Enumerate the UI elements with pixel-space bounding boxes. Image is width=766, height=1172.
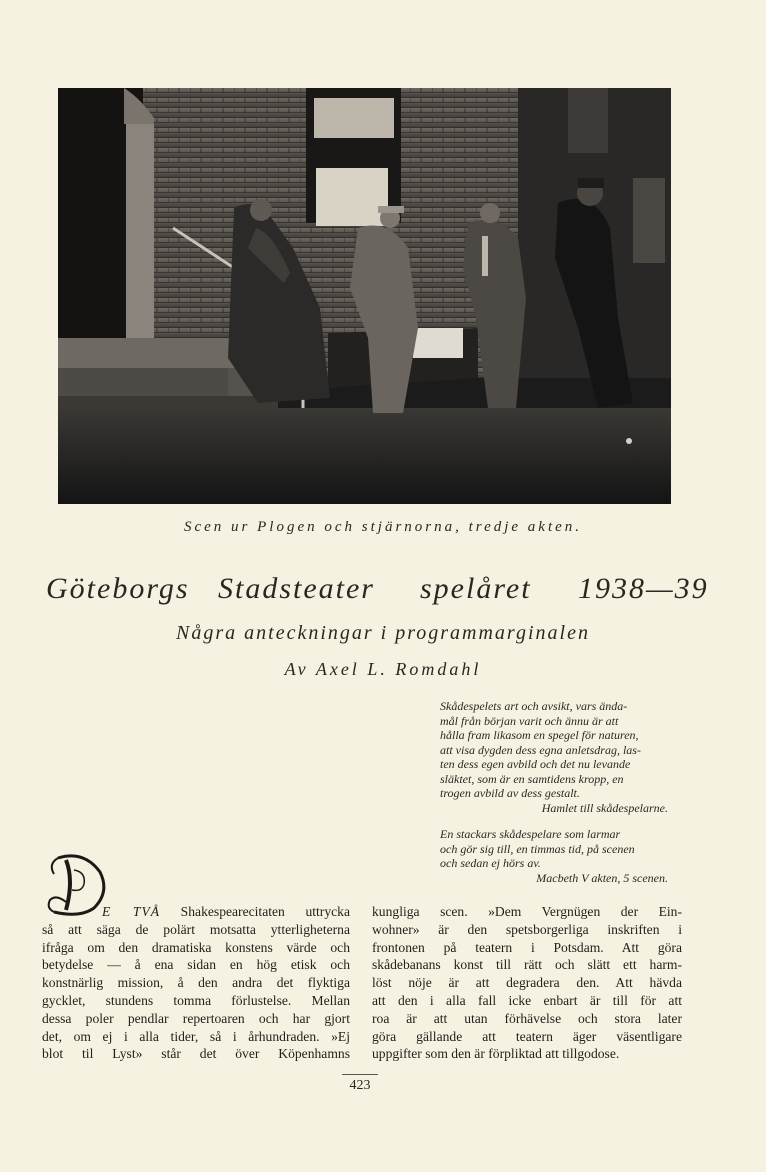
page-number-rule — [342, 1074, 378, 1075]
epigraph-hamlet — [440, 699, 686, 815]
body-line: löst nöje är att degradera den. Att hävda — [372, 975, 682, 991]
body-line: uppgifter som den är förpliktad att tillgodose. — [372, 1046, 620, 1062]
epigraph-macbeth — [440, 827, 686, 885]
body-column-right — [372, 903, 682, 1063]
body-line: betydelse — å ena sidan en hög etisk och — [42, 957, 350, 973]
theatre-scene-photo — [58, 88, 671, 504]
body-line: blot til Lyst» står det över Köpenhamns — [42, 1046, 350, 1062]
body-column-left — [42, 903, 350, 1063]
epigraph-line: mål från början varit och ännu är att — [440, 713, 619, 728]
body-line: gycklet, stundens tomma förlustelse. Mellan — [42, 992, 350, 1008]
headline-word-2: Stadsteater — [218, 572, 375, 605]
article-author: Av Axel L. Romdahl — [284, 659, 482, 679]
body-line: skådebanans konst till rätt och slätt ett harm- — [372, 957, 682, 973]
body-line: kungliga scen. »Dem Vergnügen der Ein- — [372, 904, 682, 919]
article-subtitle: Några anteckningar i programmarginalen — [176, 622, 590, 644]
body-line: wohner» är den spetsborgerliga inskriften i — [372, 921, 682, 937]
body-line: roa är att utan förhävelse och stora later — [372, 1010, 682, 1026]
body-line: ifråga om den dramatiska konstens värde och — [42, 939, 350, 955]
epigraph-line: Skådespelets art och avsikt, vars ända- — [440, 699, 628, 713]
epigraph-source: Hamlet till skådespelarne. — [541, 800, 668, 815]
body-line: att den i alla fall icke enbart är till för att — [372, 992, 682, 1008]
photo-caption: Scen ur Plogen och stjärnorna, tredje akten. — [183, 519, 583, 535]
epigraph-line: En stackars skådespelare som larmar — [440, 827, 621, 841]
epigraph-line: släktet, som är en samtidens kropp, en — [440, 771, 624, 786]
page-number: 423 — [349, 1078, 371, 1093]
epigraph-line: trogen avbild av dess gestalt. — [440, 786, 580, 800]
body-line — [42, 903, 350, 921]
headline-word-3: spelåret — [420, 572, 532, 605]
epigraph-line: hålla fram likasom en spegel för naturen, — [440, 728, 639, 742]
body-line: göra gällande att teatern äger väsentligare — [372, 1028, 682, 1044]
headline-word-1: Göteborgs — [46, 572, 190, 605]
epigraph-line: att visa dygden dess egna anletsdrag, las- — [440, 742, 641, 757]
body-line: konstnärlig mission, å den andra det flyktiga — [42, 975, 350, 991]
epigraph-line: och gör sig till, en timmas tid, på scenen — [440, 841, 635, 856]
epigraph-line: ten dess egen avbild och det nu levande — [440, 757, 631, 771]
epigraph-line: och sedan ej hörs av. — [440, 856, 541, 870]
body-line: frontonen på teatern i Potsdam. Att göra — [372, 939, 682, 955]
body-line: det, om ej i alla tider, så i århundraden. »Ej — [42, 1028, 350, 1044]
body-text: Shakespearecitaten uttrycka — [160, 904, 350, 919]
body-line: dessa poler pendlar repertoaren och har gjort — [42, 1010, 350, 1026]
body-line: så att säga de polärt motsatta ytterligheterna — [42, 921, 350, 937]
headline-word-4: 1938—39 — [578, 572, 709, 605]
epigraph-source: Macbeth V akten, 5 scenen. — [536, 870, 668, 885]
lead-in: E TVÅ — [102, 904, 161, 919]
